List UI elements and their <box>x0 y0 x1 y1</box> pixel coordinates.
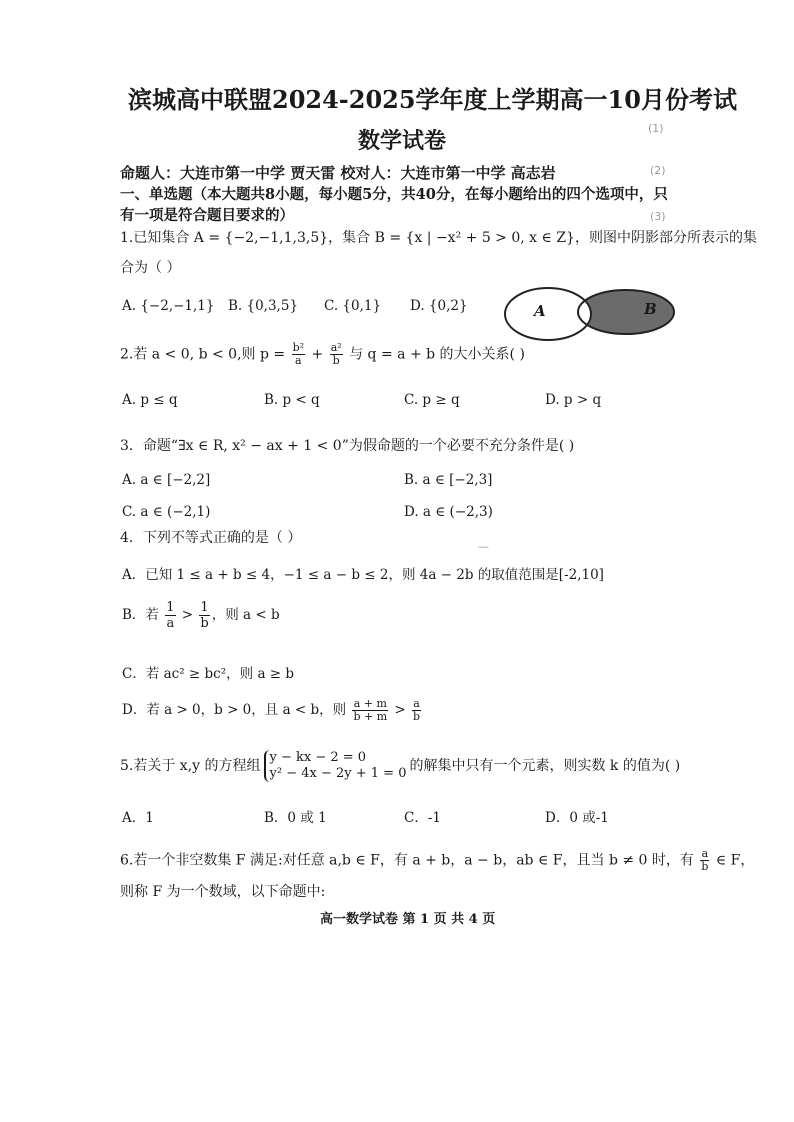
q2-option-b: B. p < q <box>264 392 320 408</box>
q5-stem-post: 的解集中只有一个元素，则实数 k 的值为( ) <box>409 758 681 774</box>
section-heading: 一、单选题（本大题共8小题，每小题5分，共40分，在每小题给出的四个选项中，只有一项是符合题目要求的） <box>120 186 668 224</box>
q4-option-a: A．已知 1 ≤ a + b ≤ 4，−1 ≤ a − b ≤ 2，则 4a − 2b 的取值范围是[-2,10] <box>122 567 604 583</box>
question-4-stem: 4．下列不等式正确的是（ ） <box>120 530 302 546</box>
q4d-d2: b <box>413 710 421 723</box>
q2-frac-1 <box>292 342 305 367</box>
q5-stem-pre: 5.若关于 x,y 的方程组 <box>120 758 261 774</box>
question-3-stem: 3．命题“∃x ∈ R, x² − ax + 1 < 0”为假命题的一个必要不充分条件是( ) <box>120 438 575 454</box>
q4d-frac-1 <box>352 698 388 723</box>
q1-option-b: B. {0,3,5} <box>228 298 299 314</box>
question-2-stem <box>120 342 525 367</box>
q4b-d2: b <box>200 616 209 631</box>
question-6-stem <box>120 848 754 873</box>
q3-option-a: A. a ∈ [−2,2] <box>122 472 211 488</box>
q5-equation-system <box>264 750 407 782</box>
q3-option-d: D. a ∈ (−2,3) <box>404 504 493 520</box>
q5-option-b: B．0 或 1 <box>264 810 327 826</box>
ghost-mark: — <box>478 540 489 553</box>
q2-frac-2 <box>330 342 343 367</box>
q4b-post: ，则 a < b <box>211 607 280 623</box>
authors-line: 命题人：大连市第一中学 贾天雷 校对人：大连市第一中学 高志岩 <box>120 164 556 182</box>
q4b-n2: 1 <box>200 600 209 615</box>
q2-option-a: A. p ≤ q <box>122 392 178 408</box>
question-6-stem-cont: 则称 F 为一个数域，以下命题中: <box>120 884 326 900</box>
q4b-frac-2 <box>199 600 209 631</box>
exam-title: 滨城高中联盟2024-2025学年度上学期高一10月份考试 <box>128 85 737 114</box>
q4b-gt: > <box>177 607 198 623</box>
q5-eq-1: y − kx − 2 = 0 <box>269 750 367 765</box>
q1-option-c: C. {0,1} <box>324 298 382 314</box>
q4d-gt: > <box>390 702 411 718</box>
q4-option-c: C．若 ac² ≥ bc²，则 a ≥ b <box>122 666 295 682</box>
q3-option-c: C. a ∈ (−2,1) <box>122 504 211 520</box>
q2-option-d: D. p > q <box>545 392 602 408</box>
q6-line1-pre: 6.若一个非空数集 F 满足:对任意 a,b ∈ F，有 a + b，a − b，ab ∈ F，且当 b ≠ 0 时，有 <box>120 852 699 869</box>
q4d-n2: a <box>413 697 420 710</box>
q5-option-c: C．-1 <box>404 810 441 826</box>
q2-frac2-num: a² <box>330 341 342 354</box>
q2-plus: + <box>307 346 328 363</box>
question-1-stem: 1.已知集合 A = {−2,−1,1,3,5}，集合 B = {x | −x² + 5 > 0, x ∈ Z}，则图中阴影部分所表示的集 <box>120 230 757 246</box>
q1-option-a: A. {−2,−1,1} <box>122 298 215 314</box>
ghost-mark: (2) <box>650 164 666 177</box>
q2-frac1-den: a <box>295 354 302 367</box>
q3-option-b: B. a ∈ [−2,3] <box>404 472 493 488</box>
q6-frac-den: b <box>701 860 709 873</box>
question-1-stem-cont: 合为（ ） <box>120 260 181 276</box>
q2-option-c: C. p ≥ q <box>404 392 460 408</box>
q4-option-b <box>122 600 280 631</box>
exam-subtitle: 数学试卷 <box>358 128 447 154</box>
q1-option-d: D. {0,2} <box>410 298 468 314</box>
venn-label-b: B <box>644 300 657 318</box>
q4b-pre: B．若 <box>122 607 164 623</box>
q4d-pre: D．若 a > 0，b > 0，且 a < b，则 <box>122 702 351 718</box>
venn-diagram <box>504 286 676 342</box>
q2-frac1-num: b² <box>292 341 305 354</box>
q2-stem-post: 与 q = a + b 的大小关系( ) <box>344 346 525 363</box>
q6-frac <box>700 848 709 873</box>
ghost-mark: (1) <box>648 122 664 135</box>
q5-eq-2: y² − 4x − 2y + 1 = 0 <box>269 766 407 781</box>
q4b-n1: 1 <box>166 600 175 615</box>
q6-frac-num: a <box>701 847 709 860</box>
q4b-frac-1 <box>165 600 175 631</box>
q2-frac2-den: b <box>332 354 340 367</box>
ghost-mark: (3) <box>650 210 666 223</box>
q4d-d1: b + m <box>353 710 388 723</box>
q2-stem-pre: 2.若 a < 0, b < 0,则 p = <box>120 346 290 363</box>
q4b-d1: a <box>166 616 175 631</box>
q5-option-a: A．1 <box>122 810 154 826</box>
q4d-n1: a + m <box>353 697 387 710</box>
q4d-frac-2 <box>412 698 421 723</box>
venn-label-a: A <box>534 302 546 320</box>
q5-option-d: D．0 或-1 <box>545 810 609 826</box>
page-footer: 高一数学试卷 第 1 页 共 4 页 <box>320 912 496 927</box>
q4-option-d <box>122 698 423 723</box>
q6-line1-post: ∈ F， <box>711 852 755 869</box>
question-5-stem <box>120 750 680 782</box>
